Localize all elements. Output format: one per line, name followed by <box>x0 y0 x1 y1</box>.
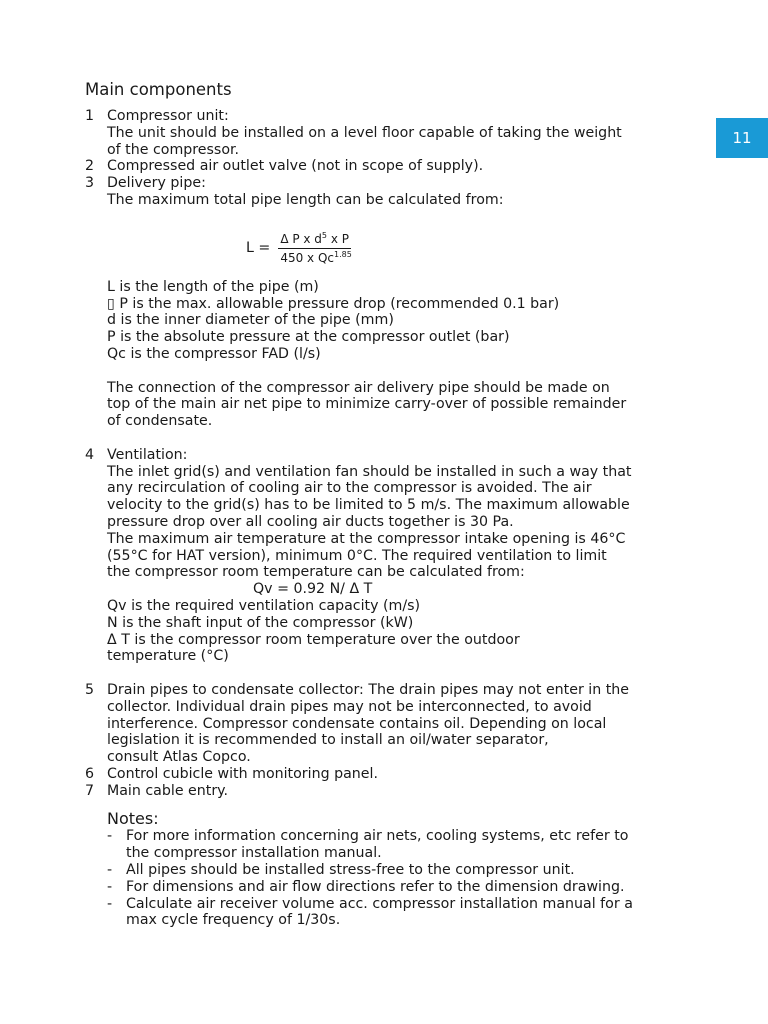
item-text: The maximum total pipe length can be calculated from: <box>107 191 504 208</box>
item-text: of the compressor. <box>107 141 240 158</box>
note-text: the compressor installation manual. <box>126 845 382 862</box>
item-number: 5 <box>85 681 95 698</box>
definition-line: ▯ P is the max. allowable pressure drop (recommended 0.1 bar) <box>107 295 560 312</box>
item-text: The inlet grid(s) and ventilation fan should be installed in such a way that <box>107 463 632 480</box>
note-dash: - <box>107 878 113 895</box>
formula-numerator: Δ P x $d^5$ x P <box>278 232 351 249</box>
definition-line: Qc is the compressor FAD (l/s) <box>107 345 321 362</box>
item-number: 6 <box>85 765 95 782</box>
item-text: legislation it is recommended to install an oil/water separator, <box>107 732 549 749</box>
item-text: The maximum air temperature at the compressor intake opening is 46°C <box>107 530 626 547</box>
note-item <box>85 896 685 930</box>
item-text: Delivery pipe: <box>107 175 206 192</box>
item-text: Compressor unit: <box>107 108 229 124</box>
item-number: 3 <box>85 175 95 192</box>
item-number: 1 <box>85 108 95 124</box>
definition-line: d is the inner diameter of the pipe (mm) <box>107 312 394 329</box>
list-item-6 <box>85 766 685 783</box>
item-text: Compressed air outlet valve (not in scope of supply). <box>107 158 484 175</box>
note-text: Calculate air receiver volume acc. compressor installation manual for a <box>126 895 633 912</box>
definition-line: L is the length of the pipe (m) <box>107 278 319 295</box>
definition-line: N is the shaft input of the compressor (kW) <box>107 614 414 631</box>
note-item <box>85 828 685 862</box>
definition-line: P is the absolute pressure at the compressor outlet (bar) <box>107 329 510 346</box>
item-text: of condensate. <box>107 413 213 430</box>
note-text: For more information concerning air nets, cooling systems, etc refer to <box>126 828 629 845</box>
item-number: 7 <box>85 782 95 799</box>
item-text: Control cubicle with monitoring panel. <box>107 765 378 782</box>
item-text: Drain pipes to condensate collector: The drain pipes may not enter in the <box>107 681 630 698</box>
note-item <box>85 862 685 879</box>
definition-line: Δ T is the compressor room temperature over the outdoor <box>107 631 520 648</box>
list-item-2 <box>85 158 685 175</box>
item-number: 2 <box>85 158 95 175</box>
item-text: velocity to the grid(s) has to be limited to 5 m/s. The maximum allowable <box>107 497 630 514</box>
ventilation-formula: Qv = 0.92 N/ Δ T <box>253 581 373 598</box>
note-text: max cycle frequency of 1/30s. <box>126 912 341 929</box>
item-text: interference. Compressor condensate contains oil. Depending on local <box>107 715 607 732</box>
pipe-length-formula <box>246 232 685 265</box>
item-text: collector. Individual drain pipes may not be interconnected, to avoid <box>107 698 592 715</box>
note-dash: - <box>107 862 113 879</box>
list-item-1 <box>85 108 685 158</box>
notes-title: Notes: <box>107 809 159 829</box>
note-dash: - <box>107 828 113 845</box>
page-number-tab: 11 <box>716 118 768 158</box>
definition-line: Qv is the required ventilation capacity (m/s) <box>107 597 421 614</box>
item-text: consult Atlas Copco. <box>107 749 251 766</box>
item-text: any recirculation of cooling air to the compressor is avoided. The air <box>107 480 592 497</box>
item-text: pressure drop over all cooling air ducts together is 30 Pa. <box>107 513 514 530</box>
list-item-5 <box>85 682 685 766</box>
formula-lhs: L = <box>246 239 271 256</box>
item-text: The unit should be installed on a level floor capable of taking the weight <box>107 124 622 141</box>
item-text: top of the main air net pipe to minimize carry-over of possible remainder <box>107 396 627 413</box>
list-item-7 <box>85 783 685 800</box>
note-text: For dimensions and air flow directions refer to the dimension drawing. <box>126 878 625 895</box>
item-text: Main cable entry. <box>107 782 229 799</box>
document-body <box>85 80 685 929</box>
note-text: All pipes should be installed stress-free to the compressor unit. <box>126 862 575 879</box>
formula-denominator: 450 x $Qc^{1.85}$ <box>280 249 352 265</box>
item-text: Ventilation: <box>107 446 188 463</box>
list-item-4 <box>85 447 685 665</box>
note-dash: - <box>107 895 113 912</box>
item-text: (55°C for HAT version), minimum 0°C. The required ventilation to limit <box>107 547 607 564</box>
item-text: The connection of the compressor air delivery pipe should be made on <box>107 379 610 396</box>
note-item <box>85 879 685 896</box>
section-title: Main components <box>85 80 232 99</box>
item-text: the compressor room temperature can be calculated from: <box>107 564 525 581</box>
list-item-3 <box>85 175 685 430</box>
formula-fraction <box>278 232 354 265</box>
item-number: 4 <box>85 446 95 463</box>
definition-line: temperature (°C) <box>107 648 229 665</box>
